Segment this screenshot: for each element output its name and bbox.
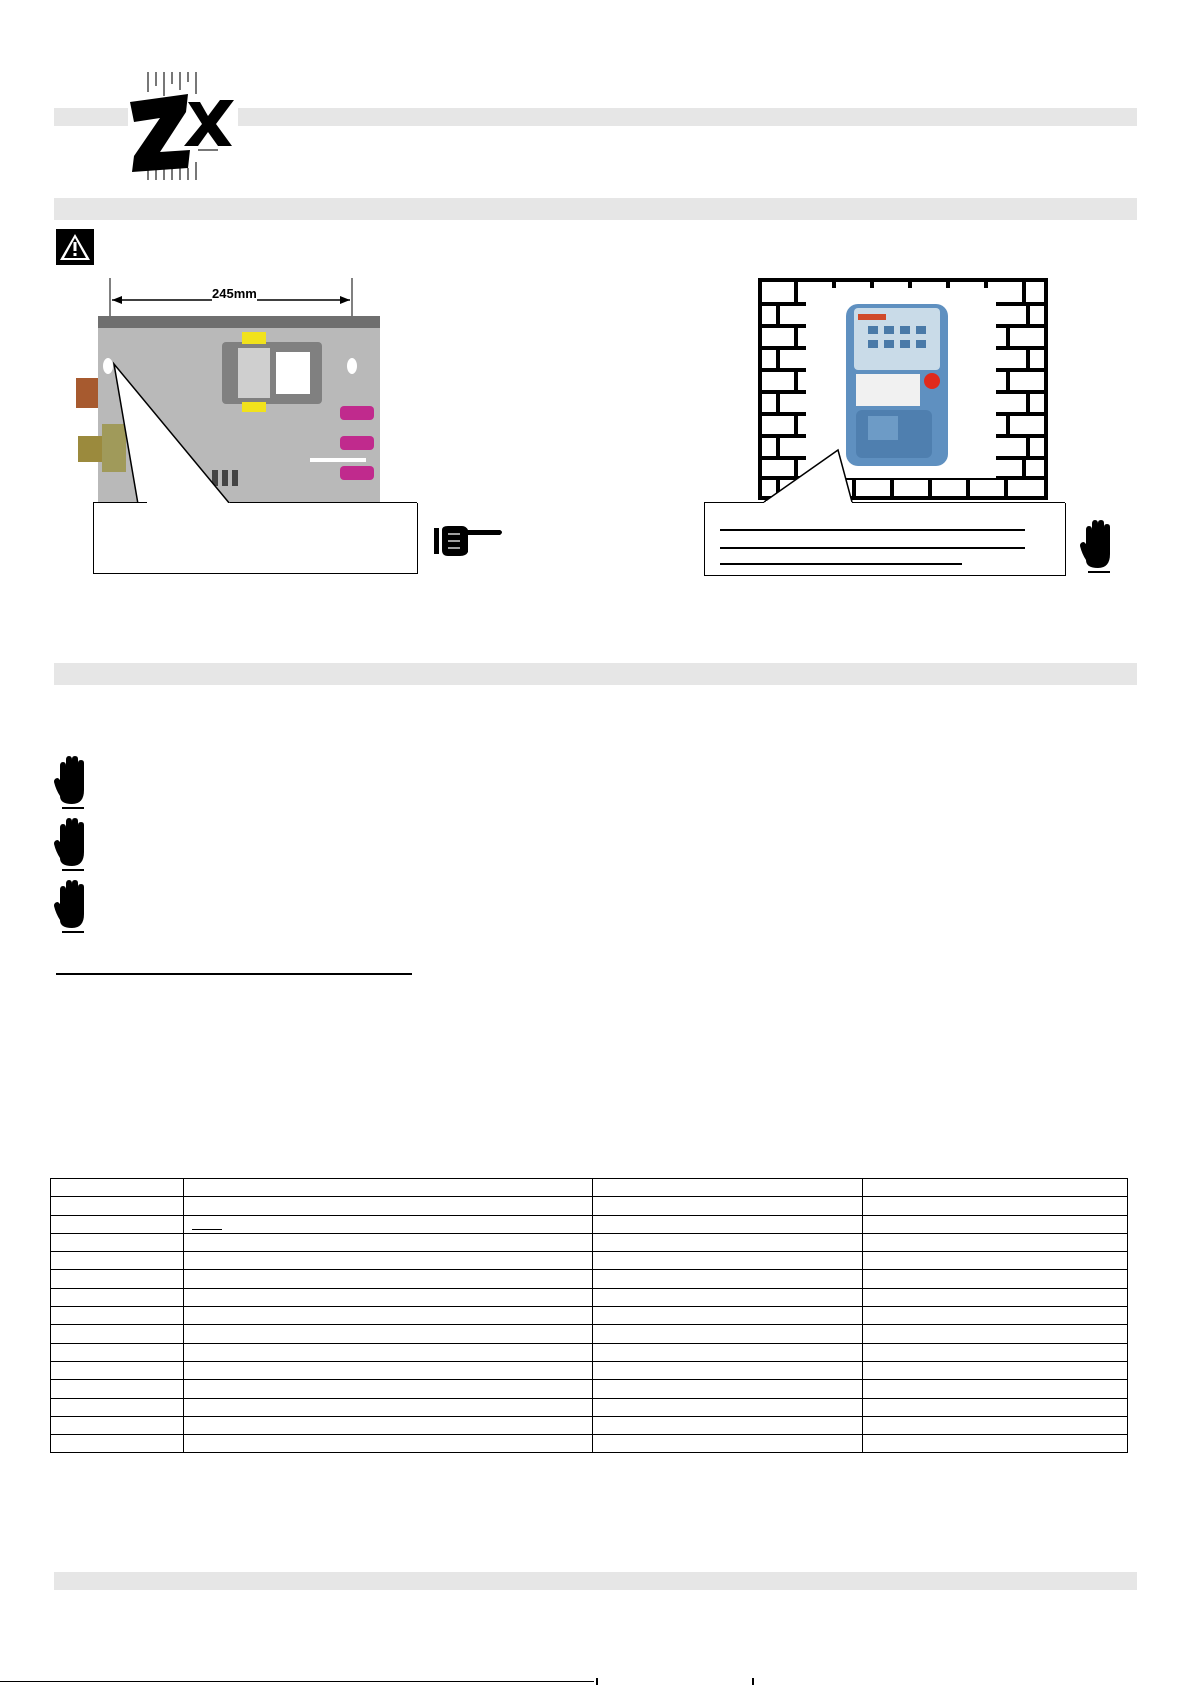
table-row	[51, 1325, 1128, 1343]
table-row	[51, 1288, 1128, 1306]
wall-callout-box	[704, 503, 1066, 576]
table-row	[51, 1252, 1128, 1270]
stop-hand-icon	[54, 756, 90, 812]
table-row	[51, 1307, 1128, 1325]
table-row	[51, 1179, 1128, 1197]
footer-mark	[596, 1678, 598, 1685]
mounting-callout-top-right	[230, 502, 417, 503]
footer-band	[54, 1572, 1137, 1590]
mounting-callout-top-left	[93, 502, 147, 503]
warning-triangle-icon	[56, 229, 94, 265]
table-row	[51, 1398, 1128, 1416]
callout-rule	[720, 529, 1025, 531]
table-row	[51, 1233, 1128, 1251]
table-row	[51, 1380, 1128, 1398]
cell-underline	[192, 1229, 222, 1230]
table-row	[51, 1270, 1128, 1288]
table-row	[51, 1197, 1128, 1215]
mounting-plate-figure	[72, 276, 392, 506]
wall-callout-top-right	[852, 502, 1065, 503]
wall-callout-top-left	[704, 502, 764, 503]
section-band	[54, 198, 1137, 220]
table-row	[51, 1416, 1128, 1434]
mounting-callout-box	[93, 503, 418, 574]
table-row	[51, 1343, 1128, 1361]
callout-rule	[720, 563, 962, 565]
footer-rule	[0, 1681, 594, 1682]
section-band	[54, 663, 1137, 685]
zx-logo-icon	[128, 72, 238, 180]
stop-hand-icon	[54, 818, 90, 874]
pointing-hand-icon	[434, 522, 506, 558]
data-table	[50, 1178, 1128, 1453]
stop-hand-icon	[54, 880, 90, 936]
table-row	[51, 1435, 1128, 1453]
stop-hand-icon	[1080, 520, 1116, 576]
section-underline	[56, 973, 412, 975]
callout-rule	[720, 547, 1025, 549]
wall-callout-pointer	[760, 446, 856, 504]
footer-mark	[752, 1678, 754, 1685]
table-row	[51, 1361, 1128, 1379]
table-row	[51, 1215, 1128, 1233]
dimension-label: 245mm	[212, 286, 257, 301]
